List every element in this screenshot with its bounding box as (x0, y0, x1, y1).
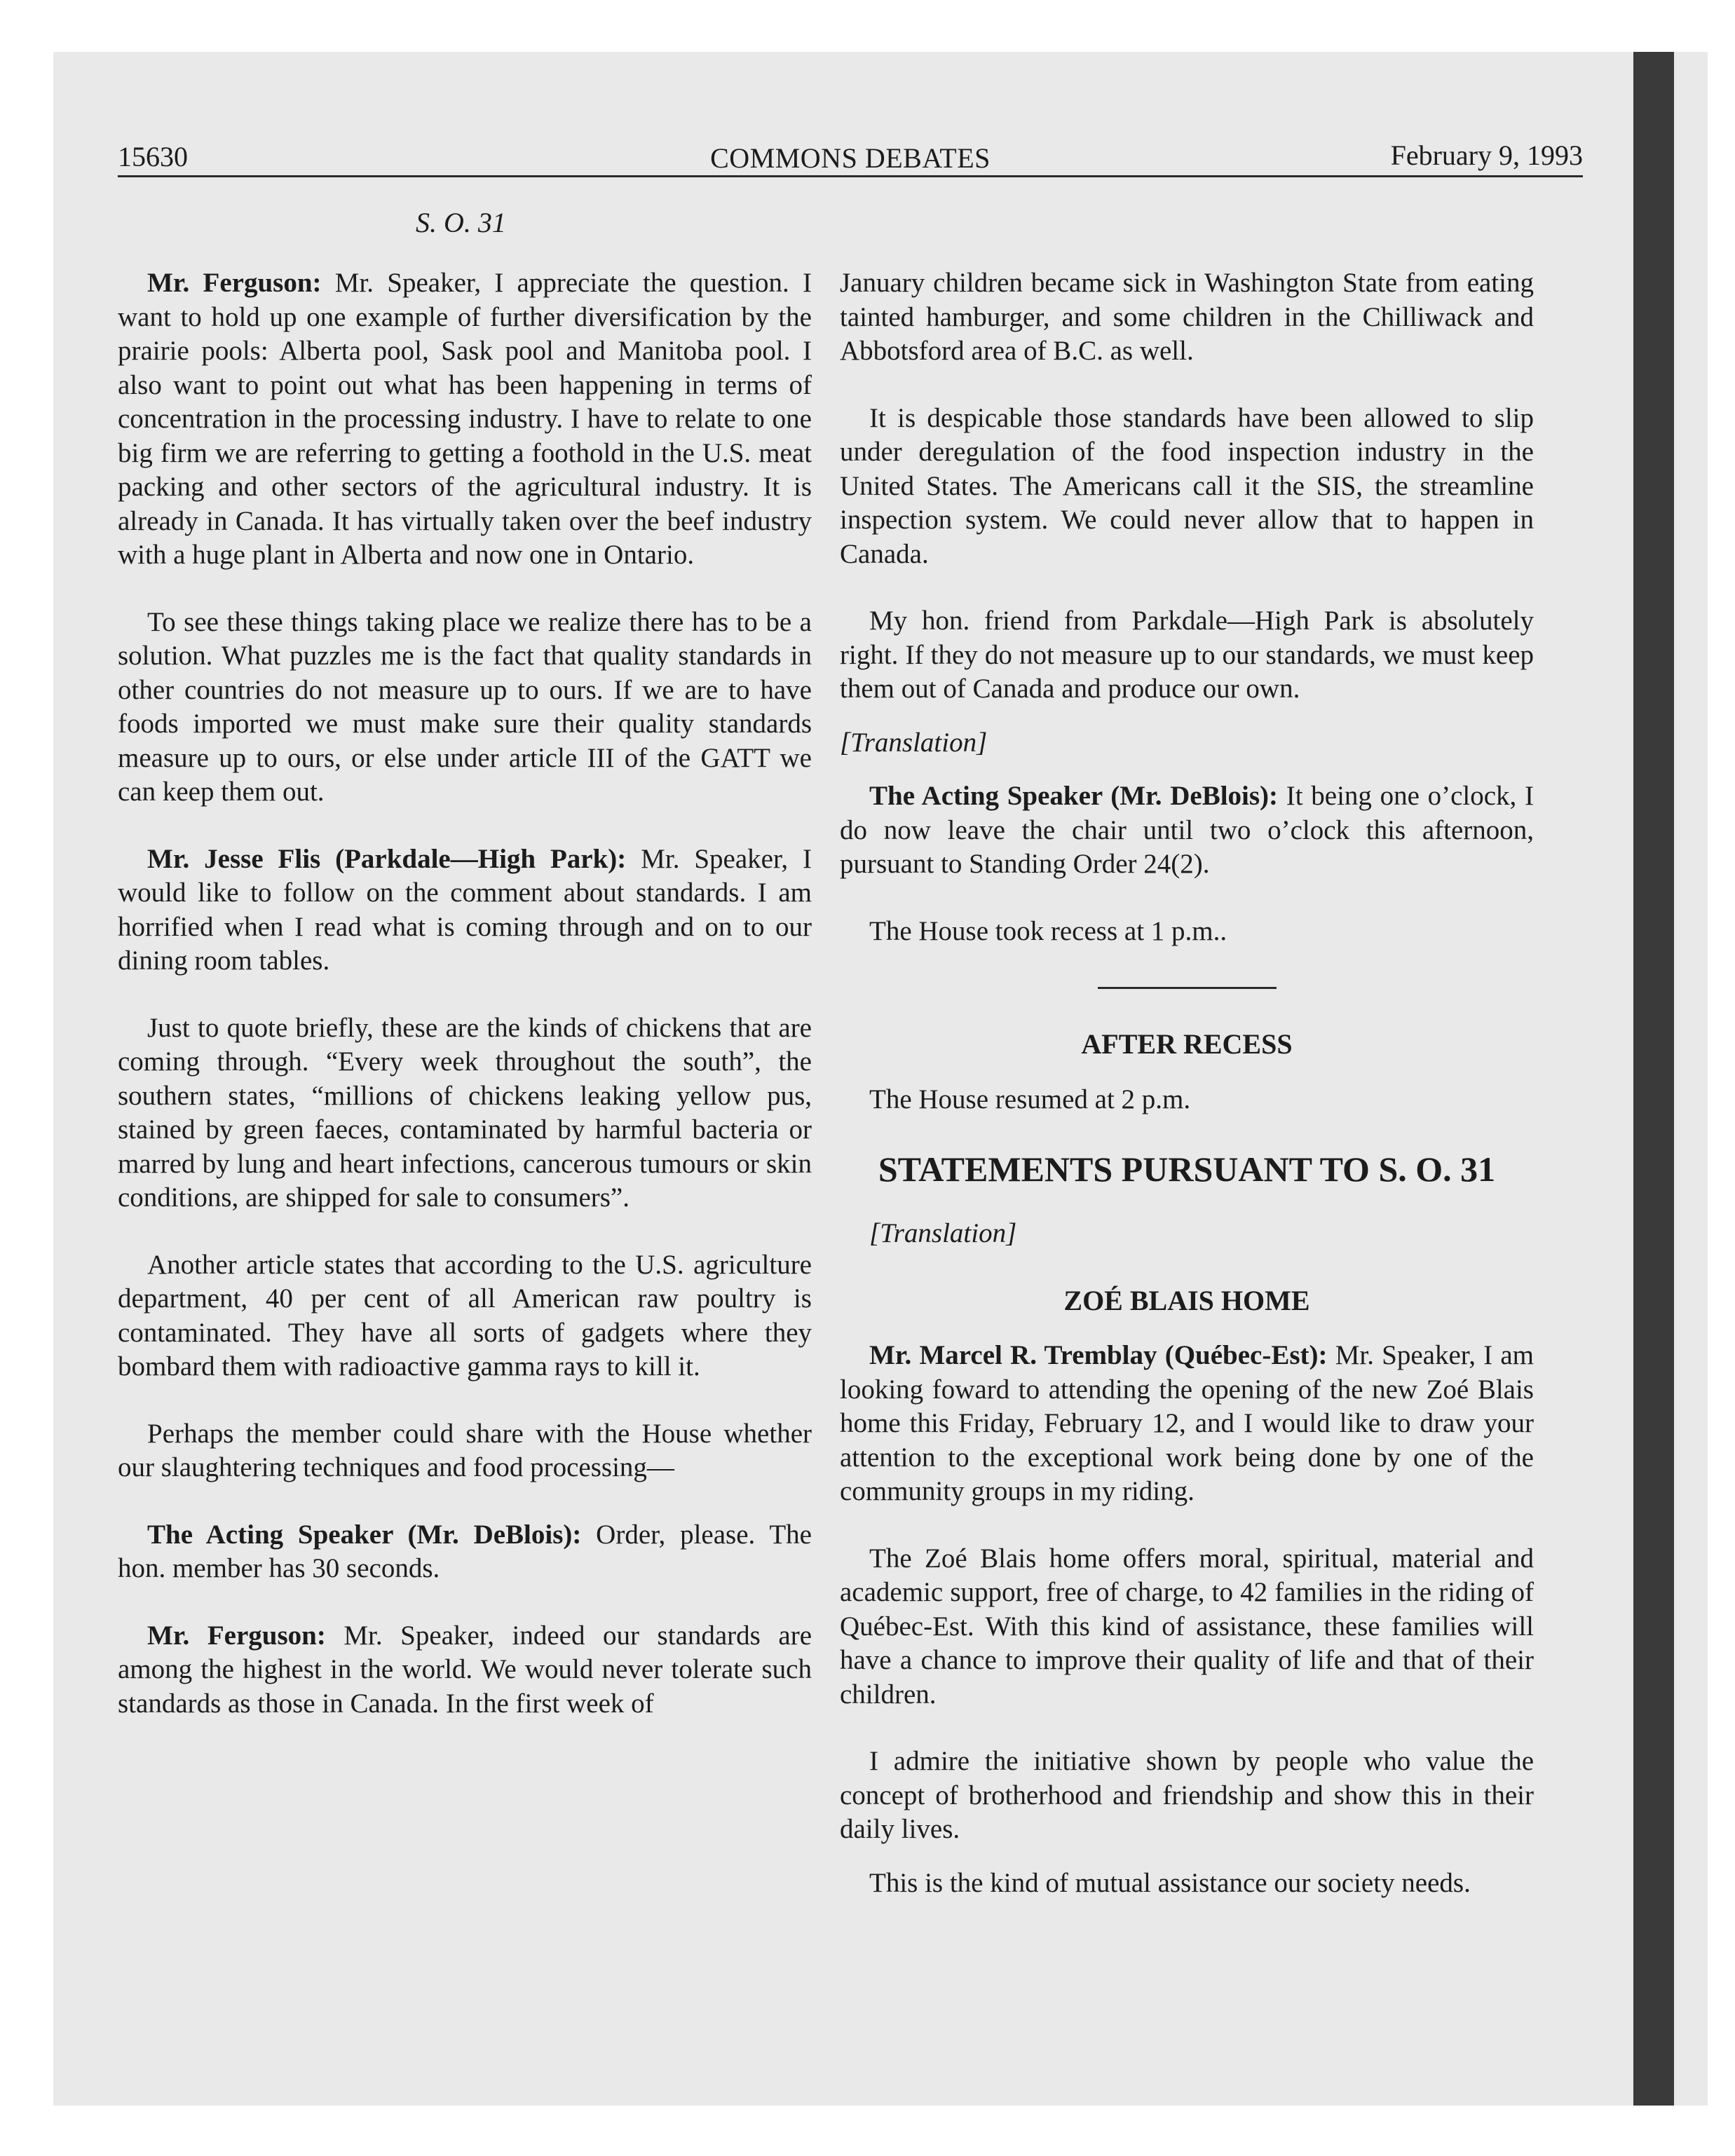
document-page (118, 139, 1583, 1898)
statements-heading: STATEMENTS PURSUANT TO S. O. 31 (878, 1149, 1496, 1189)
after-recess-heading: AFTER RECESS (1081, 1028, 1293, 1060)
paragraph (118, 1011, 812, 1215)
translation-note: [Translation] (869, 1218, 1017, 1248)
speech-text: Mr. Speaker, indeed our standards are among the highest in the world. We would never tolerate such standards as those in Canada. In the first week of (118, 1620, 812, 1719)
paragraph: The Zoé Blais home offers moral, spiritual, material and academic support, free of charge, to 42 families in the riding of Québec-Est. With this kind of assistance, these families will have a chance to improve their quality of life and that of their children. (840, 1543, 1534, 1710)
section-label: S. O. 31 (416, 207, 506, 238)
running-header (118, 139, 1583, 177)
speaker-name: Mr. Marcel R. Tremblay (Québec-Est): (869, 1340, 1328, 1370)
paragraph: My hon. friend from Parkdale—High Park is absolutely right. If they do not measure up to our standards, we must keep them out of Canada and produce our own. (840, 606, 1534, 704)
speech-text: Perhaps the member could share with the House whether our slaughtering techniques and food processing— (118, 1418, 812, 1482)
speaker-name: Mr. Ferguson: (147, 1620, 326, 1651)
paragraph (118, 1417, 812, 1485)
page-number: 15630 (118, 141, 188, 172)
paragraph (118, 606, 812, 810)
left-column (118, 266, 812, 1754)
speech-text: Mr. Speaker, I would like to follow on the comment about standards. I am horrified when I read what is coming through and on to our dining room tables. (118, 843, 812, 976)
speech-text: Mr. Speaker, I am looking foward to attending the opening of the new Zoé Blais home this Friday, February 12, and I would like to draw your attention to the exceptional work being done by one of the community groups in my riding. (840, 1340, 1534, 1506)
paragraph: I admire the initiative shown by people who value the concept of brotherhood and friendship and show this in their daily lives. (840, 1746, 1534, 1844)
continued-paragraph: January children became sick in Washington State from eating tainted hamburger, and some children in the Chilliwack and Abbotsford area of B.C. as well. (840, 268, 1534, 366)
paragraph: The House resumed at 2 p.m. (869, 1084, 1191, 1114)
paragraph: The House took recess at 1 p.m.. (869, 915, 1227, 946)
speech-text: To see these things taking place we realize there has to be a solution. What puzzles me is the fact that quality standards in other countries do not measure up to ours. If we are to have foods imported we must make sure their quality standards measure up to ours, or else under article III of the GATT we can keep them out. (118, 606, 812, 807)
speech-text: Just to quote briefly, these are the kinds of chickens that are coming through. “Every week throughout the south”, the southern states, “millions of chickens leaking yellow pus, stained by green faeces, contaminated by harmful bacteria or marred by lung and heart infections, cancerous tumours or skin conditions, are shipped for sale to consumers”. (118, 1012, 812, 1213)
speech-text: It being one o’clock, I do now leave the chair until two o’clock this afternoon, pursuant to Standing Order 24(2). (840, 781, 1534, 879)
speaker-name: Mr. Jesse Flis (Parkdale—High Park): (147, 843, 627, 874)
scanner-edge-shadow (1633, 52, 1674, 2106)
paragraph (840, 1339, 1534, 1509)
speech-text: Order, please. The hon. member has 30 seconds. (118, 1519, 812, 1583)
section-divider (1098, 987, 1277, 989)
right-column (840, 266, 1534, 1933)
speech-text: Mr. Speaker, I appreciate the question. I want to hold up one example of further diversification by the prairie pools: Alberta pool, Sask pool and Manitoba pool. I also want to point out what has been happening in terms of concentration in the processing industry. I have to relate to one big firm we are referring to getting a foothold in the U.S. meat packing and other sectors of the agricultural industry. It is already in Canada. It has virtually taken over the beef industry with a huge plant in Alberta and now one in Ontario. (118, 268, 812, 570)
speaker-name: Mr. Ferguson: (147, 268, 322, 298)
paragraph: This is the kind of mutual assistance our society needs. (869, 1867, 1471, 1898)
speaker-name: The Acting Speaker (Mr. DeBlois): (869, 781, 1279, 811)
publication-title: COMMONS DEBATES (710, 142, 991, 174)
paragraph: It is despicable those standards have been allowed to slip under deregulation of the food inspection industry in the United States. The Americans call it the SIS, the streamline inspection system. We could never allow that to happen in Canada. (840, 402, 1534, 569)
issue-date: February 9, 1993 (1390, 139, 1583, 171)
paragraph (118, 1619, 812, 1721)
speaker-name: The Acting Speaker (Mr. DeBlois): (147, 1519, 582, 1550)
paragraph (118, 1248, 812, 1384)
paragraph (118, 1518, 812, 1586)
translation-note: [Translation] (840, 727, 988, 758)
speech-text: Another article states that according to the U.S. agriculture department, 40 per cent of all American raw poultry is contaminated. They have all sorts of gadgets where they bombard them with radioactive gamma rays to kill it. (118, 1249, 812, 1381)
zoe-blais-heading: ZOÉ BLAIS HOME (1063, 1284, 1310, 1316)
paragraph (118, 842, 812, 978)
paragraph (840, 779, 1534, 882)
paragraph (118, 266, 812, 573)
